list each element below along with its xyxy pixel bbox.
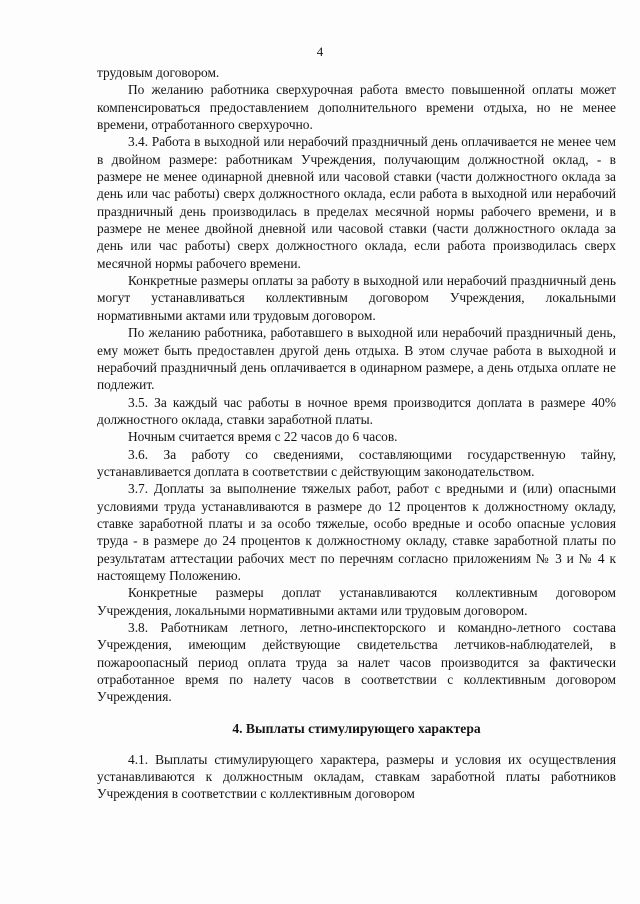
paragraph-allowance-amounts: Конкретные размеры доплат устанавливаются коллективным договором Учреждения, локальными нормативными актами или трудовым договором. (97, 585, 616, 618)
paragraph-3-7: 3.7. Доплаты за выполнение тяжелых работ, работ с вредными и (или) опасными условиями труда устанавливаются в размере до 12 процентов к должностному окладу, ставке заработной платы и за особо тяжелые, особо вредные и особо опасные условия труда - в размере до 24 процентов к должностному окладу, ставке заработной платы по результатам аттестации рабочих мест по перечням согласно приложениям № 3 и № 4 к настоящему Положению. (97, 481, 616, 583)
paragraph-3-4: 3.4. Работа в выходной или нерабочий праздничный день оплачивается не менее чем в двойном размере: работникам Учреждения, получающим должностной оклад, - в размере не менее одинарной дневной или часовой ставки (части должностного оклада за день или час работы) сверх должностного оклада, если работа в выходной или нерабочий праздничный день производилась в пределах месячной нормы рабочего времени, и в размере не менее двойной дневной или часовой ставки (части должностного оклада за день или час работы) сверх должностного оклада, если работа производилась сверх месячной нормы рабочего времени. (97, 134, 616, 271)
paragraph-3-5: 3.5. За каждый час работы в ночное время производится доплата в размере 40% должностного оклада, ставки заработной платы. (97, 394, 616, 427)
paragraph-3-6: 3.6. За работу со сведениями, составляющими государственную тайну, устанавливается доплата в соответствии с действующим законодательством. (97, 446, 616, 479)
paragraph-4-1: 4.1. Выплаты стимулирующего характера, размеры и условия их осуществления устанавливаются к должностным окладам, ставкам заработной платы работников Учреждения в соответствии с коллективным договором (97, 751, 616, 802)
paragraph-3-8: 3.8. Работникам летного, летно-инспекторского и командно-летного состава Учреждения, имеющим действующие свидетельства летчиков-наблюдателей, в пожароопасный период оплата труда за налет часов производится за фактически отработанное время по налету часов в соответствии с коллективным договором Учреждения. (97, 620, 616, 705)
page-number: 4 (316, 44, 324, 59)
paragraph-continuation: трудовым договором. (97, 65, 220, 80)
paragraph-night-time: Ночным считается время с 22 часов до 6 часов. (128, 429, 398, 445)
section-heading: 4. Выплаты стимулирующего характера (232, 720, 481, 736)
page-content (97, 64, 616, 803)
paragraph-weekend-pay-amounts: Конкретные размеры оплаты за работу в выходной или нерабочий праздничный день могут устанавливаться коллективным договором Учреждения, локальными нормативными актами или трудовым договором. (97, 273, 616, 323)
paragraph-overtime-compensation: По желанию работника сверхурочная работа вместо повышенной оплаты может компенсироваться предоставлением дополнительного времени отдыха, но не менее времени, отработанного сверхурочно. (97, 82, 616, 133)
paragraph-day-off: По желанию работника, работавшего в выходной или нерабочий праздничный день, ему может быть предоставлен другой день отдыха. В этом случае работа в выходной и нерабочий праздничный день оплачивается в одинарном размере, а день отдыха оплате не подлежит. (97, 325, 616, 393)
